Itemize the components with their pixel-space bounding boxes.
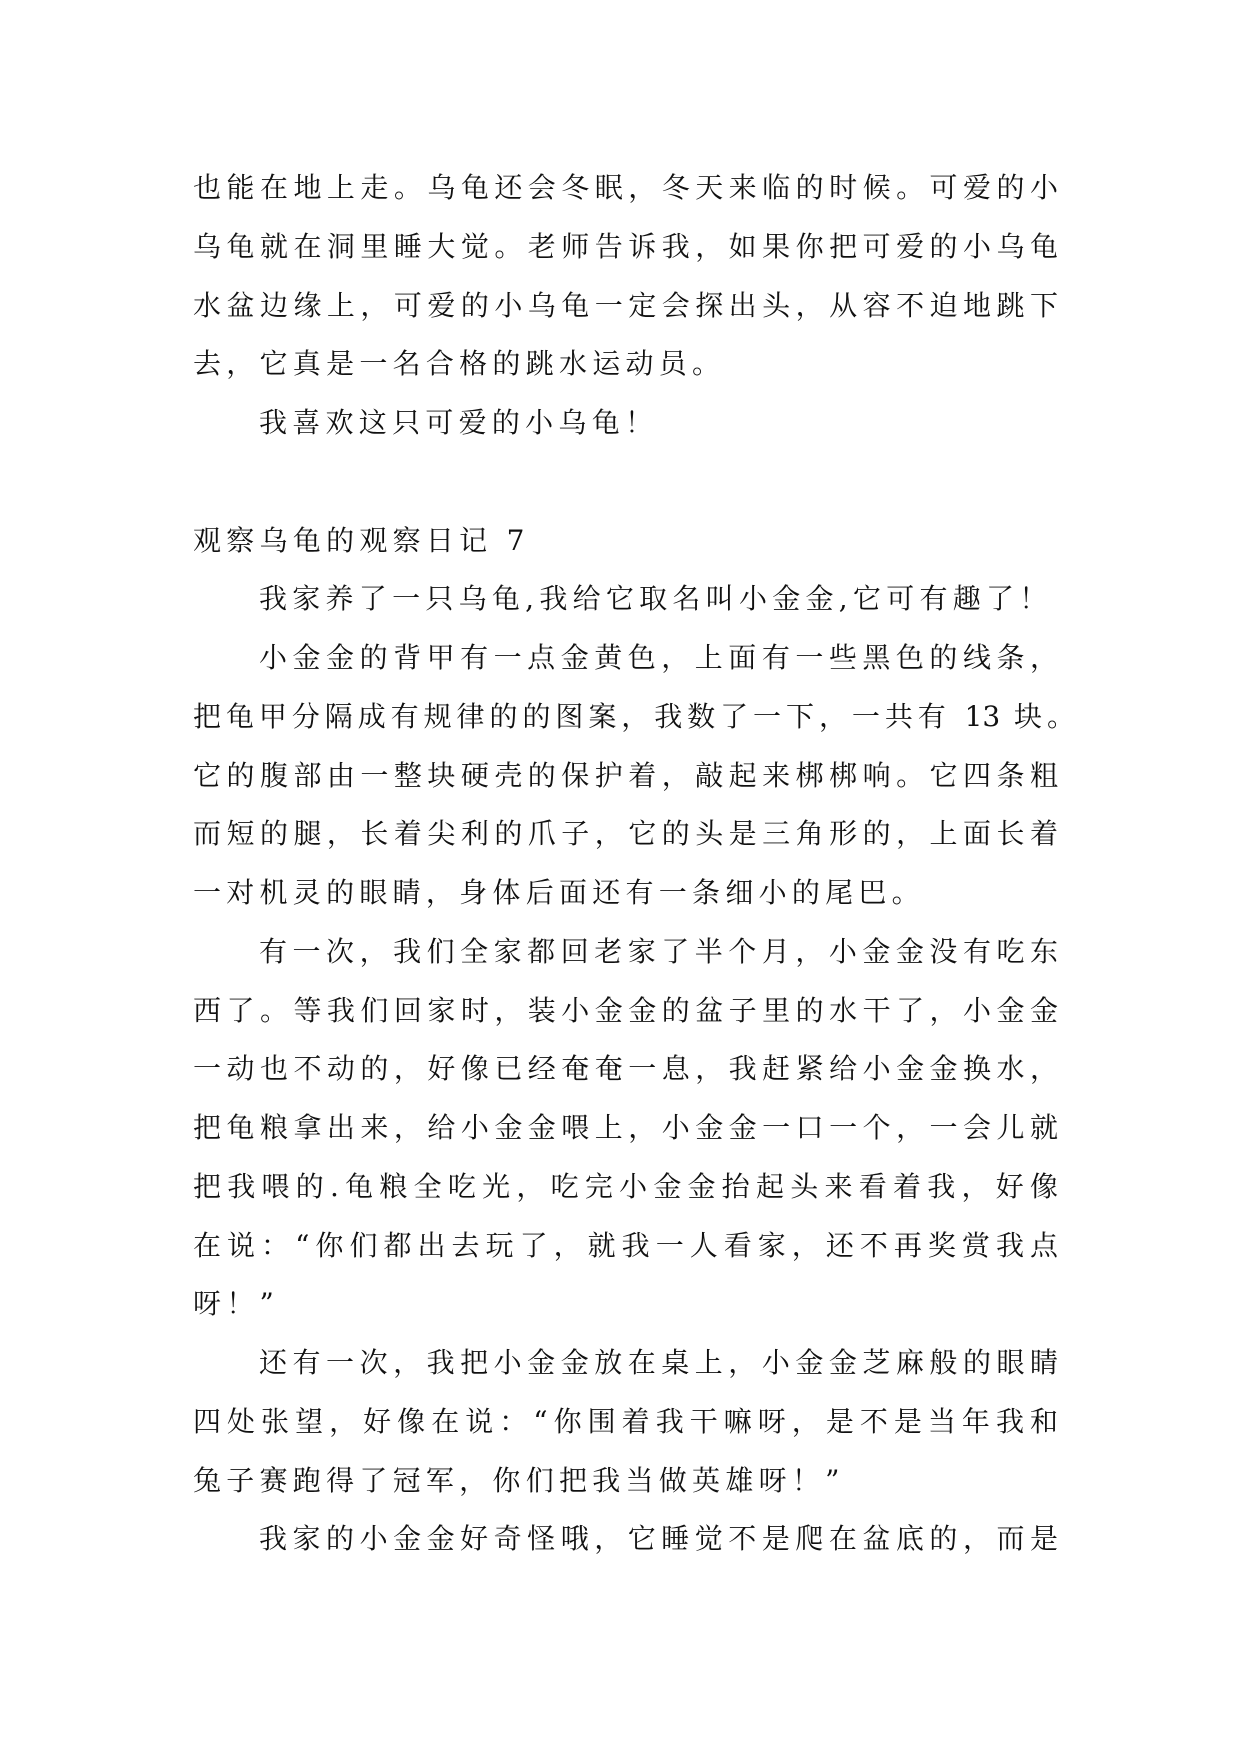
text-line: 水盆边缘上，可爱的小乌龟一定会探出头，从容不迫地跳下	[193, 288, 1058, 322]
text-line: 在说：“你们都出去玩了，就我一人看家，还不再奖赏我点	[193, 1228, 1058, 1262]
text-line: 我喜欢这只可爱的小乌龟！	[259, 406, 659, 439]
paragraph	[193, 1334, 1058, 1510]
paragraph-closing	[193, 394, 1058, 453]
document-body	[193, 159, 1075, 1569]
paragraph	[193, 1510, 1058, 1569]
text-line: 去，它真是一名合格的跳水运动员。	[193, 347, 726, 381]
text-line: 呀！”	[193, 1287, 280, 1321]
text-line: 把我喂的.龟粮全吃光，吃完小金金抬起头来看着我，好像	[193, 1169, 1058, 1203]
text-line: 把龟粮拿出来，给小金金喂上，小金金一口一个，一会儿就	[193, 1111, 1058, 1144]
text-line: 西了。等我们回家时，装小金金的盆子里的水干了，小金金	[193, 993, 1058, 1027]
text-line: 有一次，我们全家都回老家了半个月，小金金没有吃东	[259, 934, 1058, 968]
paragraph	[193, 923, 1058, 1334]
text-line: 也能在地上走。乌龟还会冬眠，冬天来临的时候。可爱的小	[193, 171, 1058, 204]
paragraph-continued	[193, 159, 1058, 394]
text-line: 一对机灵的眼睛，身体后面还有一条细小的尾巴。	[193, 876, 925, 909]
text-line: 四处张望，好像在说：“你围着我干嘛呀，是不是当年我和	[193, 1404, 1058, 1438]
text-line: 一动也不动的，好像已经奄奄一息，我赶紧给小金金换水，	[193, 1052, 1058, 1086]
paragraph	[193, 629, 1075, 923]
text-line: 还有一次，我把小金金放在桌上，小金金芝麻般的眼睛	[259, 1346, 1058, 1379]
text-line: 兔子赛跑得了冠军，你们把我当做英雄呀！”	[193, 1463, 845, 1497]
text-line: 乌龟就在洞里睡大觉。老师告诉我，如果你把可爱的小乌龟	[193, 229, 1058, 263]
paragraph	[193, 570, 1058, 629]
text-line: 它的腹部由一整块硬壳的保护着，敲起来梆梆响。它四条粗	[193, 758, 1058, 792]
section-title: 观察乌龟的观察日记 7	[193, 523, 530, 557]
blank-line	[193, 453, 1058, 512]
text-line: 我家养了一只乌龟,我给它取名叫小金金,它可有趣了！	[259, 582, 1053, 616]
text-line: 而短的腿，长着尖利的爪子，它的头是三角形的，上面长着	[193, 817, 1058, 851]
text-line: 我家的小金金好奇怪哦，它睡觉不是爬在盆底的，而是	[259, 1522, 1058, 1556]
text-line: 把龟甲分隔成有规律的的图案，我数了一下，一共有 13 块。	[193, 699, 1075, 733]
text-line: 小金金的背甲有一点金黄色，上面有一些黑色的线条，	[259, 641, 1058, 674]
